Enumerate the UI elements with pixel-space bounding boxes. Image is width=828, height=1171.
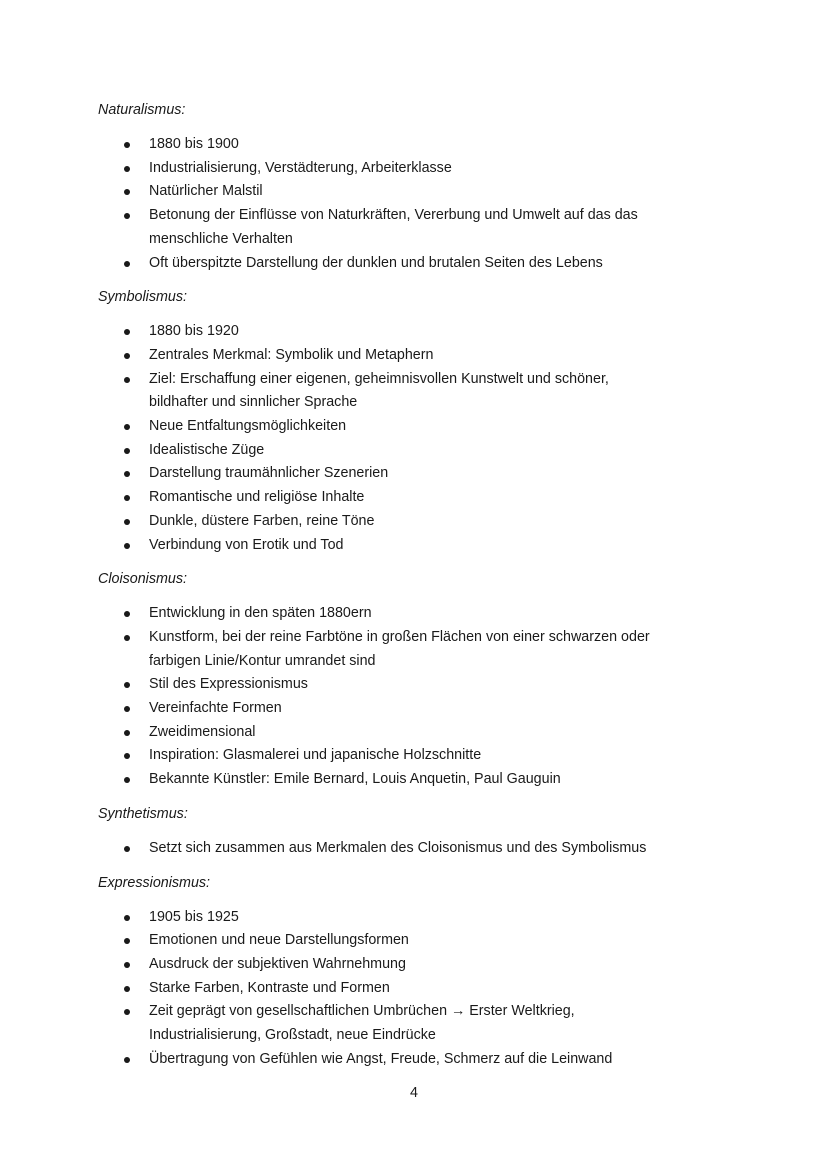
list-item: [98, 673, 718, 697]
bullet-icon: [124, 189, 130, 195]
list-item-text: Übertragung von Gefühlen wie Angst, Freude, Schmerz auf die Leinwand: [149, 1050, 613, 1067]
list-item: [98, 1000, 718, 1047]
page-number: 4: [410, 1085, 418, 1101]
section: [98, 802, 718, 861]
section: [98, 98, 718, 275]
bullet-icon: [124, 753, 130, 759]
bullet-icon: [124, 962, 130, 968]
list-item: [98, 929, 718, 953]
section-heading: Synthetismus:: [98, 805, 188, 822]
list-item: [98, 837, 718, 861]
section-heading: Naturalismus:: [98, 102, 186, 118]
list-item-text: 1905 bis 1925: [149, 908, 239, 925]
list-item-text: Vereinfachte Formen: [149, 700, 282, 717]
list-item: [98, 697, 718, 721]
bullet-icon: [124, 730, 130, 736]
list-item: [98, 602, 718, 626]
section: [98, 871, 718, 1072]
bullet-list: [98, 320, 718, 557]
list-item-text: Verbindung von Erotik und Tod: [149, 536, 344, 553]
bullet-icon: [124, 706, 130, 712]
bullet-list: [98, 837, 718, 861]
list-item: [98, 204, 718, 251]
list-item-text: Zeit geprägt von gesellschaftlichen Umbrüchen → Erster Weltkrieg,: [149, 1003, 575, 1020]
bullet-icon: [124, 261, 130, 267]
list-item: [98, 953, 718, 977]
bullet-icon: [124, 166, 130, 172]
list-item: [98, 320, 718, 344]
list-item: [98, 626, 718, 673]
section: [98, 567, 718, 792]
bullet-list: [98, 133, 718, 275]
list-item-text: Starke Farben, Kontraste und Formen: [149, 979, 390, 996]
list-item-text: Emotionen und neue Darstellungsformen: [149, 932, 409, 949]
list-item: [98, 534, 718, 558]
bullet-icon: [124, 495, 130, 501]
list-item-text: Entwicklung in den späten 1880ern: [149, 605, 372, 622]
list-item: [98, 768, 718, 792]
list-item: [98, 252, 718, 276]
list-item-text: menschliche Verhalten: [149, 230, 293, 247]
list-item: [98, 721, 718, 745]
list-item-text: Ausdruck der subjektiven Wahrnehmung: [149, 955, 406, 972]
bullet-icon: [124, 938, 130, 944]
section: [98, 285, 718, 557]
list-item-text: Zentrales Merkmal: Symbolik und Metaphern: [149, 346, 434, 363]
list-item-text: Idealistische Züge: [149, 441, 265, 458]
section-heading: Cloisonismus:: [98, 571, 187, 588]
list-item: [98, 368, 718, 415]
list-item-text: Industrialisierung, Großstadt, neue Eindrücke: [149, 1027, 436, 1044]
bullet-icon: [124, 471, 130, 477]
bullet-icon: [124, 986, 130, 992]
list-item-text: Ziel: Erschaffung einer eigenen, geheimnisvollen Kunstwelt und schöner,: [149, 370, 609, 387]
bullet-icon: [124, 777, 130, 783]
list-item-text: Stil des Expressionismus: [149, 676, 308, 693]
bullet-icon: [124, 635, 130, 641]
list-item-text: Neue Entfaltungsmöglichkeiten: [149, 418, 347, 435]
bullet-icon: [124, 682, 130, 688]
list-item: [98, 344, 718, 368]
list-item-text: Natürlicher Malstil: [149, 183, 263, 200]
list-item: [98, 486, 718, 510]
bullet-icon: [124, 377, 130, 383]
list-item-text: 1880 bis 1920: [149, 323, 239, 340]
list-item: [98, 157, 718, 181]
bullet-list: [98, 602, 718, 792]
section-heading: Symbolismus:: [98, 289, 187, 306]
list-item-text: Oft überspitzte Darstellung der dunklen und brutalen Seiten des Lebens: [149, 254, 603, 271]
list-item: [98, 744, 718, 768]
bullet-icon: [124, 142, 130, 148]
list-item: [98, 1048, 718, 1072]
list-item: [98, 439, 718, 463]
bullet-icon: [124, 915, 130, 921]
list-item: [98, 462, 718, 486]
bullet-icon: [124, 846, 130, 852]
bullet-icon: [124, 329, 130, 335]
bullet-icon: [124, 448, 130, 454]
list-item: [98, 133, 718, 157]
list-item-text: Dunkle, düstere Farben, reine Töne: [149, 512, 375, 529]
list-item-text: Inspiration: Glasmalerei und japanische Holzschnitte: [149, 747, 482, 764]
list-item-text: Betonung der Einflüsse von Naturkräften, Vererbung und Umwelt auf das das: [149, 207, 638, 224]
bullet-icon: [124, 1057, 130, 1063]
list-item-text: Setzt sich zusammen aus Merkmalen des Cloisonismus und des Symbolismus: [149, 839, 647, 856]
bullet-icon: [124, 611, 130, 617]
list-item-text: Bekannte Künstler: Emile Bernard, Louis Anquetin, Paul Gauguin: [149, 771, 561, 788]
list-item: [98, 906, 718, 930]
list-item-text: farbigen Linie/Kontur umrandet sind: [149, 652, 376, 669]
list-item: [98, 977, 718, 1001]
list-item-text: Kunstform, bei der reine Farbtöne in großen Flächen von einer schwarzen oder: [149, 628, 650, 645]
list-item-text: 1880 bis 1900: [149, 136, 239, 152]
document-body: [98, 98, 718, 1082]
bullet-icon: [124, 213, 130, 219]
section-heading: Expressionismus:: [98, 874, 211, 891]
list-item-text: Romantische und religiöse Inhalte: [149, 489, 365, 506]
list-item-text: Industrialisierung, Verstädterung, Arbeiterklasse: [149, 159, 452, 176]
bullet-icon: [124, 519, 130, 525]
bullet-list: [98, 906, 718, 1072]
list-item: [98, 180, 718, 204]
bullet-icon: [124, 424, 130, 430]
bullet-icon: [124, 543, 130, 549]
list-item-text: Darstellung traumähnlicher Szenerien: [149, 465, 389, 482]
list-item-text: bildhafter und sinnlicher Sprache: [149, 394, 358, 411]
bullet-icon: [124, 353, 130, 359]
list-item-text: Zweidimensional: [149, 723, 256, 740]
list-item: [98, 415, 718, 439]
bullet-icon: [124, 1009, 130, 1015]
list-item: [98, 510, 718, 534]
